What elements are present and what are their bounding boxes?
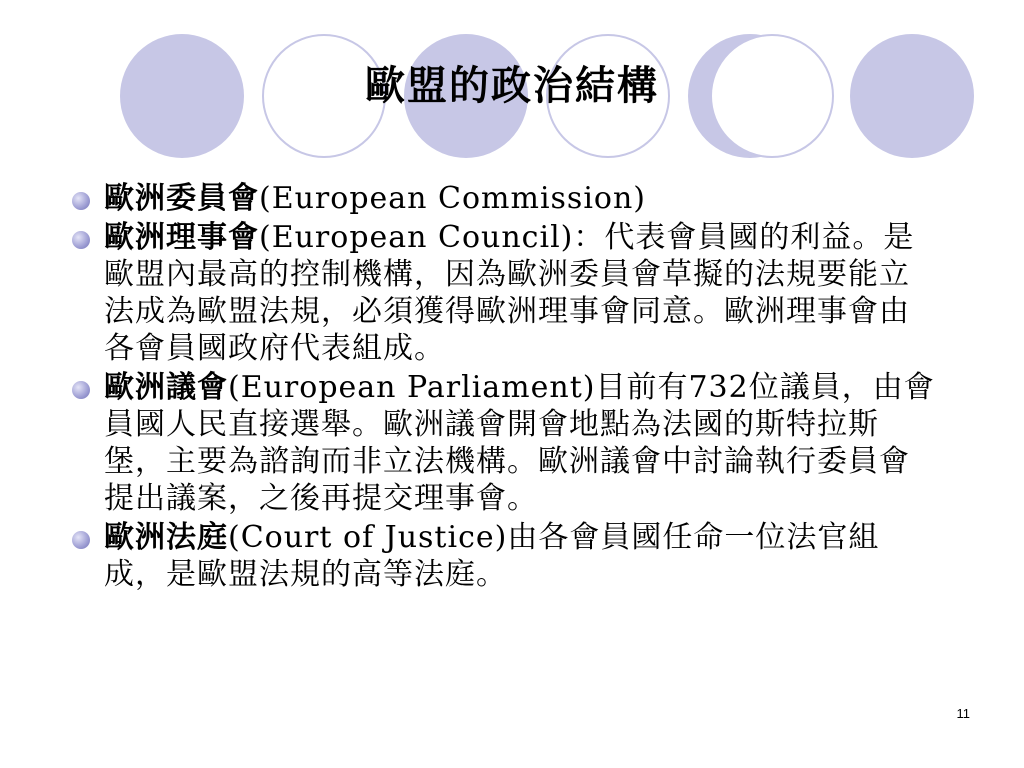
slide-title: 歐盟的政治結構 xyxy=(365,62,659,109)
bullet-icon xyxy=(72,192,90,210)
slide-number: 11 xyxy=(956,706,970,721)
bullet-term: 歐洲法庭 xyxy=(104,520,228,555)
bullet-term: 歐洲議會 xyxy=(104,370,228,405)
bullet-text: (European Council)：代表會員國的利益。是歐盟內最高的控制機構，因為歐洲委員會草擬的法規要能立法成為歐盟法規，必須獲得歐洲理事會同意。歐洲理事會由各會員國政府代表組成。 xyxy=(104,220,915,366)
bullet-item xyxy=(70,219,940,367)
bullet-text: (European Commission) xyxy=(259,181,647,216)
bullet-term: 歐洲委員會 xyxy=(104,181,259,216)
bullet-text: (European Parliament)目前有732位議員，由會員國人民直接選舉。歐洲議會開會地點為法國的斯特拉斯堡，主要為諮詢而非立法機構。歐洲議會中討論執行委員會提出議案，之後再提交理事會。 xyxy=(104,370,935,516)
bullet-icon xyxy=(72,231,90,249)
bullet-term: 歐洲理事會 xyxy=(104,220,259,255)
bullet-item xyxy=(70,180,940,217)
bullet-icon xyxy=(72,381,90,399)
bullet-item xyxy=(70,369,940,517)
bullet-icon xyxy=(72,531,90,549)
bullet-text: (Court of Justice)由各會員國任命一位法官組成，是歐盟法規的高等法庭。 xyxy=(104,520,880,592)
bullet-list xyxy=(70,180,940,595)
bullet-item xyxy=(70,519,940,593)
